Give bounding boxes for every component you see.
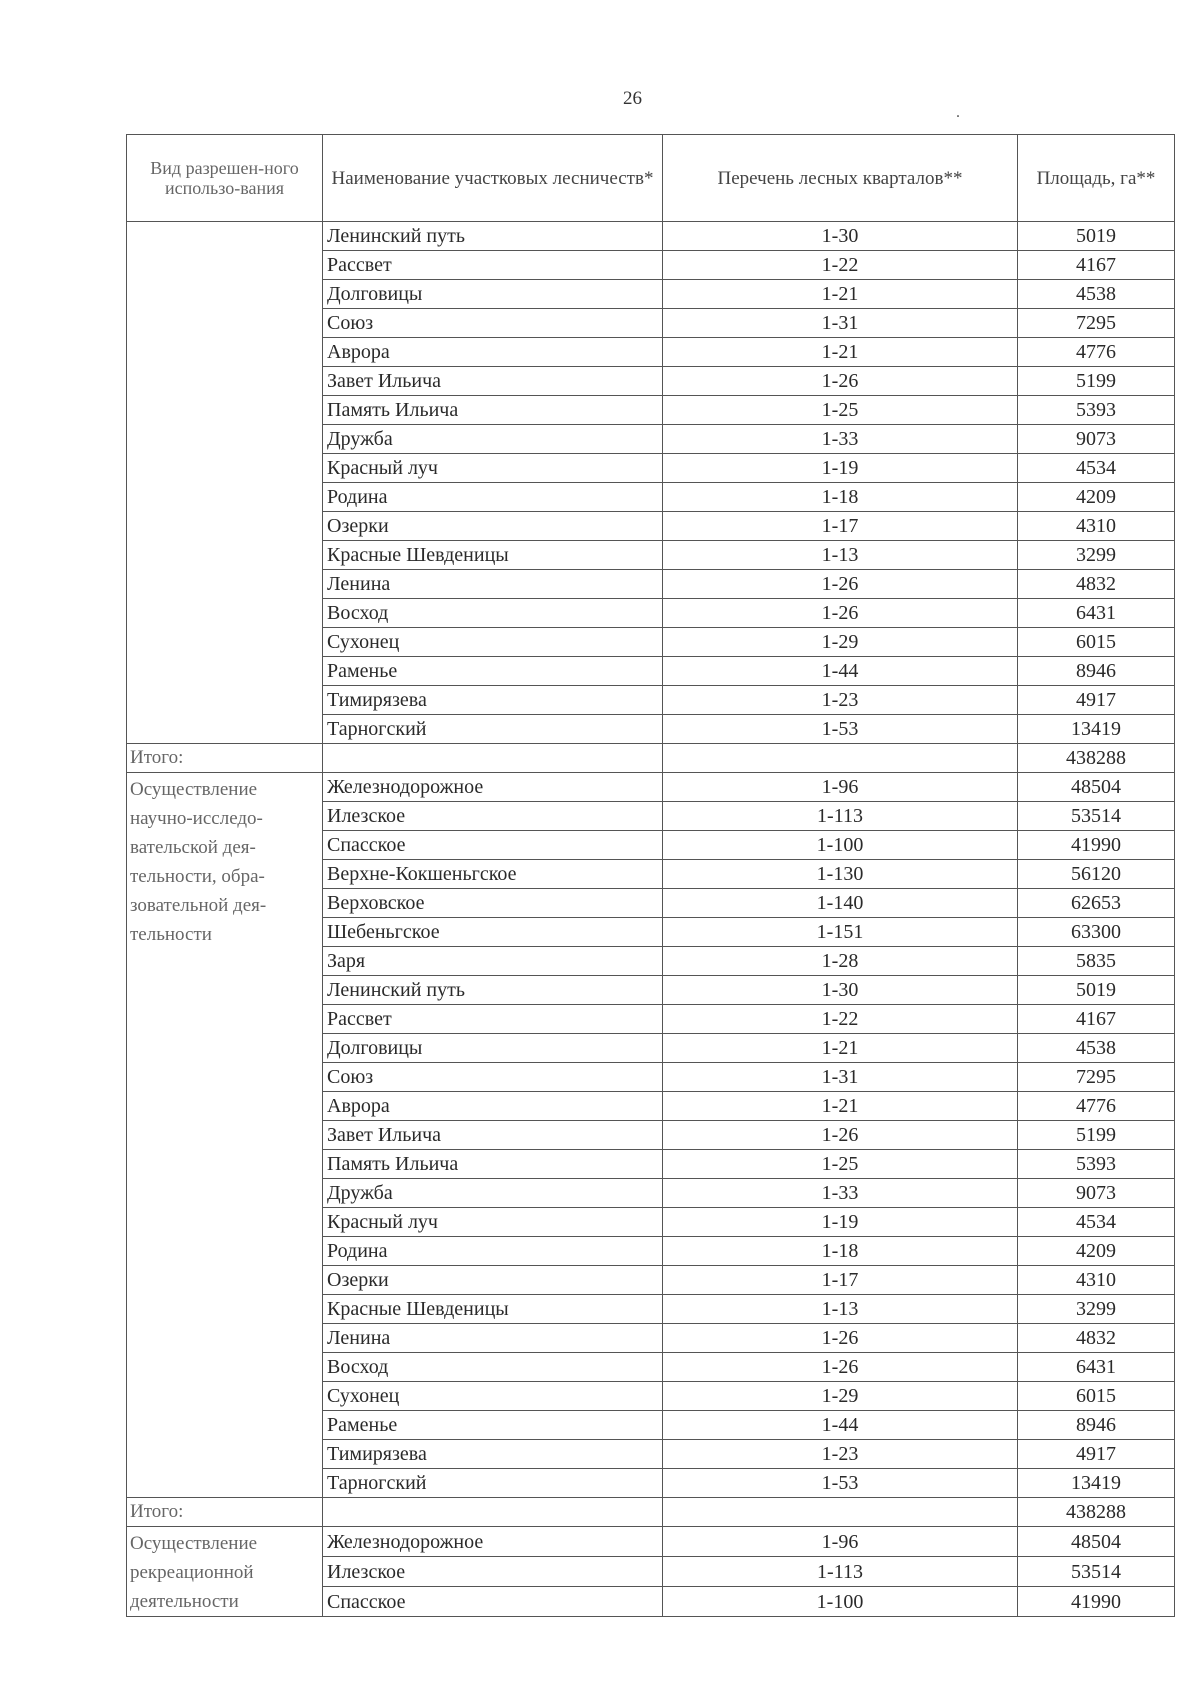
forestry-name-cell: Озерки <box>323 512 663 541</box>
forestry-name-cell: Верхне-Кокшеньгское <box>323 860 663 889</box>
forestry-name-cell: Аврора <box>323 1092 663 1121</box>
quarters-cell: 1-18 <box>663 1237 1018 1266</box>
quarters-cell: 1-26 <box>663 599 1018 628</box>
forestry-name-cell: Спасское <box>323 1587 663 1617</box>
quarters-cell: 1-100 <box>663 1587 1018 1617</box>
area-cell: 62653 <box>1018 889 1175 918</box>
quarters-cell: 1-21 <box>663 280 1018 309</box>
quarters-cell: 1-113 <box>663 1557 1018 1587</box>
quarters-cell: 1-33 <box>663 425 1018 454</box>
forestry-name-cell: Илезское <box>323 1557 663 1587</box>
quarters-cell: 1-100 <box>663 831 1018 860</box>
table-row <box>127 222 1175 251</box>
table-header-row <box>127 135 1175 222</box>
area-cell: 48504 <box>1018 773 1175 802</box>
quarters-cell: 1-26 <box>663 1353 1018 1382</box>
quarters-cell: 1-31 <box>663 1063 1018 1092</box>
quarters-cell: 1-19 <box>663 1208 1018 1237</box>
forestry-name-cell: Восход <box>323 1353 663 1382</box>
forestry-name-cell: Заря <box>323 947 663 976</box>
area-cell: 5393 <box>1018 396 1175 425</box>
forestry-name-cell: Сухонец <box>323 628 663 657</box>
quarters-cell: 1-18 <box>663 483 1018 512</box>
area-cell: 8946 <box>1018 1411 1175 1440</box>
forestry-name-cell: Шебеньгское <box>323 918 663 947</box>
forestry-name-cell: Железнодорожное <box>323 773 663 802</box>
area-cell: 4167 <box>1018 251 1175 280</box>
area-cell: 6015 <box>1018 1382 1175 1411</box>
quarters-cell: 1-26 <box>663 1121 1018 1150</box>
forestry-name-cell: Завет Ильича <box>323 1121 663 1150</box>
table-row <box>127 773 1175 802</box>
area-cell: 13419 <box>1018 1469 1175 1498</box>
forestry-name-cell: Спасское <box>323 831 663 860</box>
quarters-cell: 1-19 <box>663 454 1018 483</box>
forestry-name-cell: Рассвет <box>323 251 663 280</box>
total-area-cell: 438288 <box>1018 744 1175 773</box>
area-cell: 5835 <box>1018 947 1175 976</box>
forestry-name-cell: Восход <box>323 599 663 628</box>
quarters-cell: 1-53 <box>663 1469 1018 1498</box>
quarters-cell: 1-26 <box>663 1324 1018 1353</box>
quarters-cell: 1-30 <box>663 976 1018 1005</box>
area-cell: 41990 <box>1018 831 1175 860</box>
empty-cell <box>323 744 663 773</box>
area-cell: 56120 <box>1018 860 1175 889</box>
forestry-name-cell: Рассвет <box>323 1005 663 1034</box>
quarters-cell: 1-140 <box>663 889 1018 918</box>
header-quarters: Перечень лесных кварталов** <box>663 135 1018 222</box>
forestry-name-cell: Тарногский <box>323 1469 663 1498</box>
area-cell: 7295 <box>1018 1063 1175 1092</box>
quarters-cell: 1-28 <box>663 947 1018 976</box>
quarters-cell: 1-17 <box>663 1266 1018 1295</box>
area-cell: 6015 <box>1018 628 1175 657</box>
header-forestry-name: Наименование участковых лесничеств* <box>323 135 663 222</box>
area-cell: 4832 <box>1018 1324 1175 1353</box>
quarters-cell: 1-96 <box>663 1527 1018 1557</box>
use-kind-cell: Осуществление рекреационной деятельности <box>127 1527 323 1617</box>
forestry-name-cell: Память Ильича <box>323 1150 663 1179</box>
forestry-name-cell: Озерки <box>323 1266 663 1295</box>
area-cell: 4776 <box>1018 1092 1175 1121</box>
area-cell: 4209 <box>1018 1237 1175 1266</box>
quarters-cell: 1-21 <box>663 1034 1018 1063</box>
area-cell: 4534 <box>1018 1208 1175 1237</box>
forestry-name-cell: Раменье <box>323 657 663 686</box>
forestry-name-cell: Ленинский путь <box>323 222 663 251</box>
quarters-cell: 1-44 <box>663 657 1018 686</box>
forestry-name-cell: Железнодорожное <box>323 1527 663 1557</box>
forestry-name-cell: Верховское <box>323 889 663 918</box>
empty-cell <box>663 744 1018 773</box>
quarters-cell: 1-22 <box>663 251 1018 280</box>
total-row <box>127 744 1175 773</box>
area-cell: 4209 <box>1018 483 1175 512</box>
quarters-cell: 1-26 <box>663 570 1018 599</box>
area-cell: 4917 <box>1018 686 1175 715</box>
forestry-name-cell: Тарногский <box>323 715 663 744</box>
quarters-cell: 1-33 <box>663 1179 1018 1208</box>
quarters-cell: 1-29 <box>663 628 1018 657</box>
header-use-kind: Вид разрешен-ного использо-вания <box>127 135 323 222</box>
quarters-cell: 1-25 <box>663 396 1018 425</box>
area-cell: 3299 <box>1018 1295 1175 1324</box>
area-cell: 5199 <box>1018 367 1175 396</box>
area-cell: 3299 <box>1018 541 1175 570</box>
forestry-name-cell: Ленина <box>323 1324 663 1353</box>
area-cell: 6431 <box>1018 599 1175 628</box>
quarters-cell: 1-22 <box>663 1005 1018 1034</box>
area-cell: 13419 <box>1018 715 1175 744</box>
use-kind-cell: Осуществление научно-исследо-вательской дея-тельности, обра-зовательной дея-тельности <box>127 773 323 1498</box>
total-row <box>127 1498 1175 1527</box>
area-cell: 4776 <box>1018 338 1175 367</box>
area-cell: 63300 <box>1018 918 1175 947</box>
quarters-cell: 1-23 <box>663 1440 1018 1469</box>
forestry-name-cell: Тимирязева <box>323 686 663 715</box>
area-cell: 4832 <box>1018 570 1175 599</box>
quarters-cell: 1-17 <box>663 512 1018 541</box>
area-cell: 5019 <box>1018 976 1175 1005</box>
forestry-name-cell: Ленина <box>323 570 663 599</box>
area-cell: 4310 <box>1018 1266 1175 1295</box>
quarters-cell: 1-25 <box>663 1150 1018 1179</box>
area-cell: 9073 <box>1018 425 1175 454</box>
quarters-cell: 1-13 <box>663 1295 1018 1324</box>
quarters-cell: 1-151 <box>663 918 1018 947</box>
quarters-cell: 1-31 <box>663 309 1018 338</box>
forestry-name-cell: Завет Ильича <box>323 367 663 396</box>
quarters-cell: 1-13 <box>663 541 1018 570</box>
area-cell: 4167 <box>1018 1005 1175 1034</box>
forestry-name-cell: Родина <box>323 483 663 512</box>
page-number: 26 <box>623 88 642 109</box>
area-cell: 5019 <box>1018 222 1175 251</box>
forestry-name-cell: Память Ильича <box>323 396 663 425</box>
header-area: Площадь, га** <box>1018 135 1175 222</box>
quarters-cell: 1-21 <box>663 338 1018 367</box>
forestry-name-cell: Долговицы <box>323 1034 663 1063</box>
forestry-name-cell: Красный луч <box>323 454 663 483</box>
forestry-name-cell: Красный луч <box>323 1208 663 1237</box>
empty-cell <box>663 1498 1018 1527</box>
quarters-cell: 1-26 <box>663 367 1018 396</box>
forestry-name-cell: Тимирязева <box>323 1440 663 1469</box>
quarters-cell: 1-30 <box>663 222 1018 251</box>
quarters-cell: 1-21 <box>663 1092 1018 1121</box>
forestry-name-cell: Раменье <box>323 1411 663 1440</box>
forestry-name-cell: Сухонец <box>323 1382 663 1411</box>
forestry-name-cell: Союз <box>323 309 663 338</box>
area-cell: 7295 <box>1018 309 1175 338</box>
quarters-cell: 1-23 <box>663 686 1018 715</box>
empty-cell <box>323 1498 663 1527</box>
use-kind-cell <box>127 222 323 744</box>
quarters-cell: 1-44 <box>663 1411 1018 1440</box>
forestry-name-cell: Илезское <box>323 802 663 831</box>
forestry-name-cell: Красные Шевденицы <box>323 1295 663 1324</box>
forestry-name-cell: Долговицы <box>323 280 663 309</box>
total-label: Итого: <box>127 744 323 773</box>
forestry-name-cell: Ленинский путь <box>323 976 663 1005</box>
table-row <box>127 1527 1175 1557</box>
area-cell: 4538 <box>1018 280 1175 309</box>
quarters-cell: 1-53 <box>663 715 1018 744</box>
quarters-cell: 1-29 <box>663 1382 1018 1411</box>
scan-mark: . <box>956 104 960 121</box>
area-cell: 4534 <box>1018 454 1175 483</box>
area-cell: 9073 <box>1018 1179 1175 1208</box>
area-cell: 53514 <box>1018 1557 1175 1587</box>
area-cell: 4917 <box>1018 1440 1175 1469</box>
quarters-cell: 1-130 <box>663 860 1018 889</box>
forestry-name-cell: Дружба <box>323 1179 663 1208</box>
forestry-name-cell: Родина <box>323 1237 663 1266</box>
quarters-cell: 1-96 <box>663 773 1018 802</box>
forestry-name-cell: Союз <box>323 1063 663 1092</box>
forest-use-table <box>126 134 1175 1617</box>
area-cell: 53514 <box>1018 802 1175 831</box>
area-cell: 41990 <box>1018 1587 1175 1617</box>
total-area-cell: 438288 <box>1018 1498 1175 1527</box>
total-label: Итого: <box>127 1498 323 1527</box>
area-cell: 5199 <box>1018 1121 1175 1150</box>
area-cell: 8946 <box>1018 657 1175 686</box>
forestry-name-cell: Дружба <box>323 425 663 454</box>
quarters-cell: 1-113 <box>663 802 1018 831</box>
area-cell: 48504 <box>1018 1527 1175 1557</box>
area-cell: 6431 <box>1018 1353 1175 1382</box>
area-cell: 5393 <box>1018 1150 1175 1179</box>
forestry-name-cell: Аврора <box>323 338 663 367</box>
area-cell: 4538 <box>1018 1034 1175 1063</box>
area-cell: 4310 <box>1018 512 1175 541</box>
forestry-name-cell: Красные Шевденицы <box>323 541 663 570</box>
